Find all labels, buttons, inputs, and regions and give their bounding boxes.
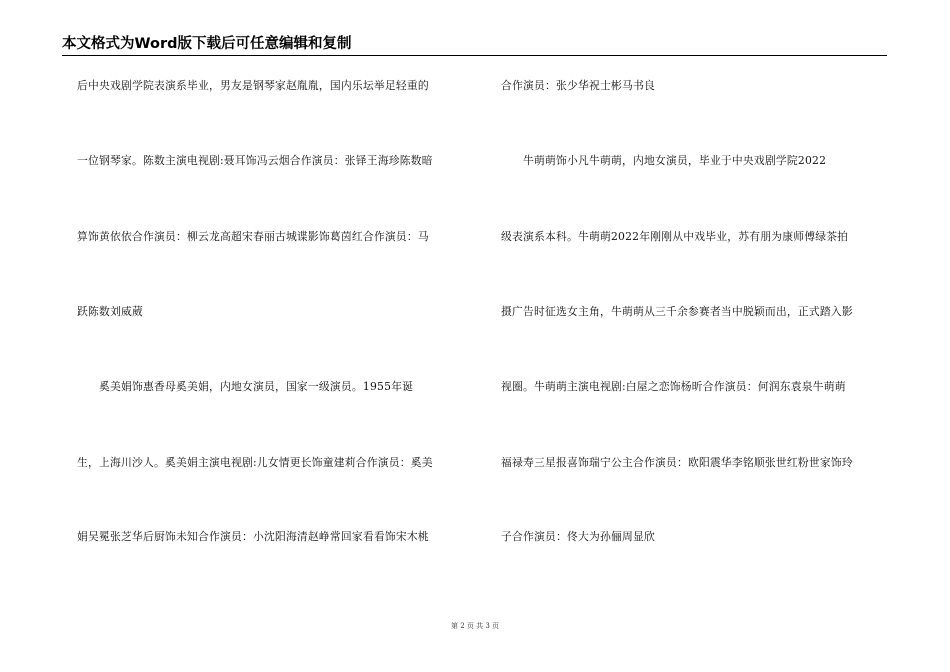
header-title: 本文格式为Word版下载后可任意编辑和复制 [62, 36, 352, 52]
text-line: 算饰黄依依合作演员：柳云龙高超宋春丽古城谍影饰葛茵红合作演员：马 [77, 230, 429, 243]
text-line: 级表演系本科。牛萌萌2022年刚刚从中戏毕业，苏有朋为康师傅绿茶拍 [501, 230, 849, 243]
text-line: 视圈。牛萌萌主演电视剧:白屋之恋饰杨昕合作演员：何润东袁泉牛萌萌 [501, 380, 846, 393]
text-line: 合作演员：张少华祝士彬马书良 [501, 79, 655, 92]
text-line: 福禄寿三星报喜饰瑞宁公主合作演员：欧阳震华李铭顺张世红粉世家饰玲 [501, 456, 853, 469]
text-line: 娟吴冕张芝华后厨饰未知合作演员：小沈阳海清赵峥常回家看看饰宋木桃 [77, 530, 429, 543]
text-line: 摄广告时征选女主角，牛萌萌从三千余参赛者当中脱颖而出，正式踏入影 [501, 305, 853, 318]
text-line: 后中央戏剧学院表演系毕业，男友是钢琴家赵胤胤，国内乐坛举足轻重的 [77, 79, 429, 92]
text-line: 跃陈数刘威葳 [77, 305, 143, 318]
text-line: 一位钢琴家。陈数主演电视剧:聂耳饰冯云烟合作演员：张铎王海珍陈数暗 [77, 154, 433, 167]
text-line: 牛萌萌饰小凡牛萌萌，内地女演员，毕业于中央戏剧学院2022 [501, 154, 827, 167]
text-line: 奚美娟饰惠香母奚美娟，内地女演员，国家一级演员。1955年诞 [77, 380, 414, 393]
page-header [62, 35, 887, 56]
page-number-footer: 第 2 页 共 3 页 [450, 622, 500, 630]
text-line: 子合作演员：佟大为孙俪周显欣 [501, 530, 655, 543]
text-line: 生，上海川沙人。奚美娟主演电视剧:儿女情更长饰童建莉合作演员：奚美 [77, 456, 433, 469]
